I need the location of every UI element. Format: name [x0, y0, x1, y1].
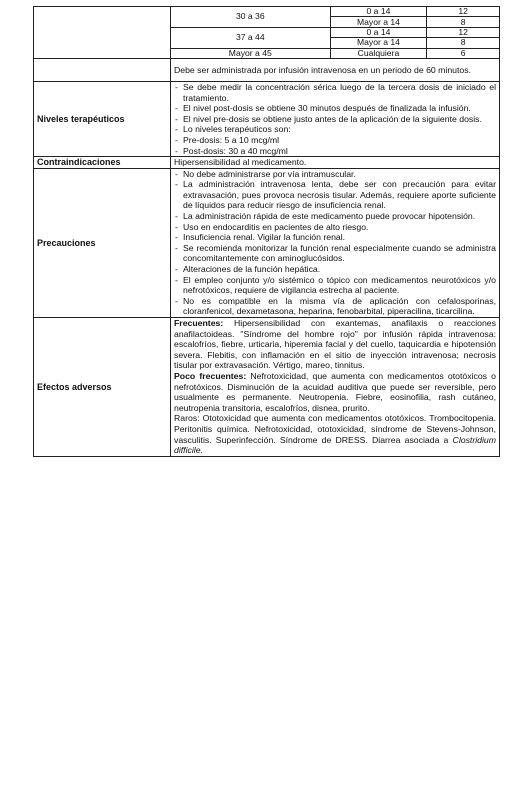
- dose-age-cell: 30 a 36: [171, 7, 330, 27]
- dose-value-cell: 8: [427, 38, 499, 48]
- efectos-content: [171, 318, 500, 457]
- list-item: - Lo niveles terapéuticos son:: [174, 124, 496, 135]
- precauciones-label: Precauciones: [34, 168, 171, 317]
- list-item: - Uso en endocarditis en pacientes de alto riesgo.: [174, 222, 496, 233]
- dose-value-cell: 12: [427, 27, 499, 37]
- list-item: - Pre-dosis: 5 a 10 mcg/ml: [174, 135, 496, 146]
- dose-note: Debe ser administrada por infusión intravenosa en un periodo de 60 minutos.: [171, 58, 500, 81]
- document-page: [33, 6, 500, 457]
- dose-crcl-cell: Mayor a 14: [330, 38, 427, 48]
- dose-value-cell: 12: [427, 7, 499, 17]
- list-item: - El nivel post-dosis se obtiene 30 minutos después de finalizada la infusión.: [174, 103, 496, 114]
- precauciones-row: [34, 168, 500, 317]
- contra-label: Contraindicaciones: [34, 157, 171, 169]
- dose-age-cell: 37 a 44: [171, 27, 330, 48]
- list-item: - No debe administrarse por vía intramuscular.: [174, 169, 496, 180]
- list-item: - El empleo conjunto y/o sistémico o tópico con medicamentos neurotóxicos y/o nefrotóxicos, requiere de vigilancia estrecha al paciente.: [174, 275, 496, 296]
- precauciones-list: [174, 169, 496, 317]
- list-item: - No es compatible en la misma vía de aplicación con cefalosporinas, cloranfenicol, dexametasona, heparina, fenobarbital, piperacilina, ticarcilina.: [174, 296, 496, 317]
- list-item: - Insuficiencia renal. Vigilar la función renal.: [174, 232, 496, 243]
- empty-label-cell: [34, 7, 171, 59]
- dose-table-row: [34, 7, 500, 59]
- niveles-row: [34, 81, 500, 156]
- contra-row: [34, 157, 500, 169]
- dose-subtable: [171, 7, 499, 58]
- list-item: - Post-dosis: 30 a 40 mcg/ml: [174, 146, 496, 157]
- dose-crcl-cell: Cualquiera: [330, 48, 427, 58]
- niveles-list: [174, 82, 496, 156]
- dose-value-cell: 8: [427, 17, 499, 27]
- raros-heading: Raros:: [174, 413, 200, 424]
- efectos-row: [34, 318, 500, 457]
- list-item: - Alteraciones de la función hepática.: [174, 264, 496, 275]
- dose-subtable-row: [171, 48, 499, 58]
- efectos-poco-frecuentes: [174, 371, 496, 413]
- dose-crcl-cell: Mayor a 14: [330, 17, 427, 27]
- precauciones-content: [171, 168, 500, 317]
- empty-label-cell: [34, 58, 171, 81]
- species-name: Clostridium difficile.: [174, 434, 496, 456]
- niveles-content: [171, 81, 500, 156]
- efectos-raros: [174, 413, 496, 455]
- dose-crcl-cell: 0 a 14: [330, 27, 427, 37]
- raros-text: Ototoxicidad que aumenta con medicamentos ototóxicos. Trombocitopenia. Peritonitis química. Nefrotoxicidad, ototoxicidad, síndrome de Stevens-Johnson, vasculitis. Superinfección. Síndrome de DRESS.: [174, 413, 496, 445]
- poco-frecuentes-heading: Poco frecuentes:: [174, 370, 247, 381]
- frecuentes-heading: Frecuentes:: [174, 318, 224, 329]
- dose-crcl-cell: 0 a 14: [330, 7, 427, 17]
- dose-subtable-row: [171, 27, 499, 37]
- list-item: - Se recomienda monitorizar la función renal especialmente cuando se administra concomitantemente con aminoglucósidos.: [174, 243, 496, 264]
- drug-monograph-table: [33, 6, 500, 457]
- contra-content: Hipersensibilidad al medicamento.: [171, 157, 500, 169]
- dose-age-cell: Mayor a 45: [171, 48, 330, 58]
- dose-table-cell: [171, 7, 500, 59]
- list-item: - La administración rápida de este medicamento puede provocar hipotensión.: [174, 211, 496, 222]
- dose-subtable-row: [171, 7, 499, 17]
- diarrea-text: Diarrea asociada a: [371, 434, 449, 445]
- efectos-label: Efectos adversos: [34, 318, 171, 457]
- poco-frecuentes-text: Nefrotoxicidad, que aumenta con medicamentos ototóxicos o nefrotóxicos. Disminución de la acuidad auditiva que puede ser reversible, pero usualmente es permanente. Neutropenia. Fiebre, eosinofilia, rash cutáneo, neutropenia transitoria, escalofríos, disnea, prurito.: [174, 370, 496, 413]
- dose-value-cell: 6: [427, 48, 499, 58]
- frecuentes-text: Hipersensibilidad con exantemas, anafilaxis o reacciones anafilactoideas. "Síndrome del hombre rojo" por infusión rápida intravenosa: escalofríos, fiebre, urticaria, hiperemia facial y del cuello, taquicardia e hipotensión severa. Flebitis, con inflamación en el sitio de inyección intravenosa; necrosis tisular por extravasación. Vértigo, mareo, tinnitus.: [174, 318, 496, 371]
- niveles-label: Niveles terapéuticos: [34, 81, 171, 156]
- list-item: - Se debe medir la concentración sérica luego de la tercera dosis de iniciado el tratamiento.: [174, 82, 496, 103]
- dose-note-row: [34, 58, 500, 81]
- efectos-frecuentes: [174, 318, 496, 371]
- list-item: - La administración intravenosa lenta, debe ser con precaución para evitar extravasación, pues provoca necrosis tisular. Además, requiere aporte suficiente de líquidos para reducir riesgo de insuficiencia renal.: [174, 179, 496, 211]
- list-item: - El nivel pre-dosis se obtiene justo antes de la aplicación de la siguiente dosis.: [174, 114, 496, 125]
